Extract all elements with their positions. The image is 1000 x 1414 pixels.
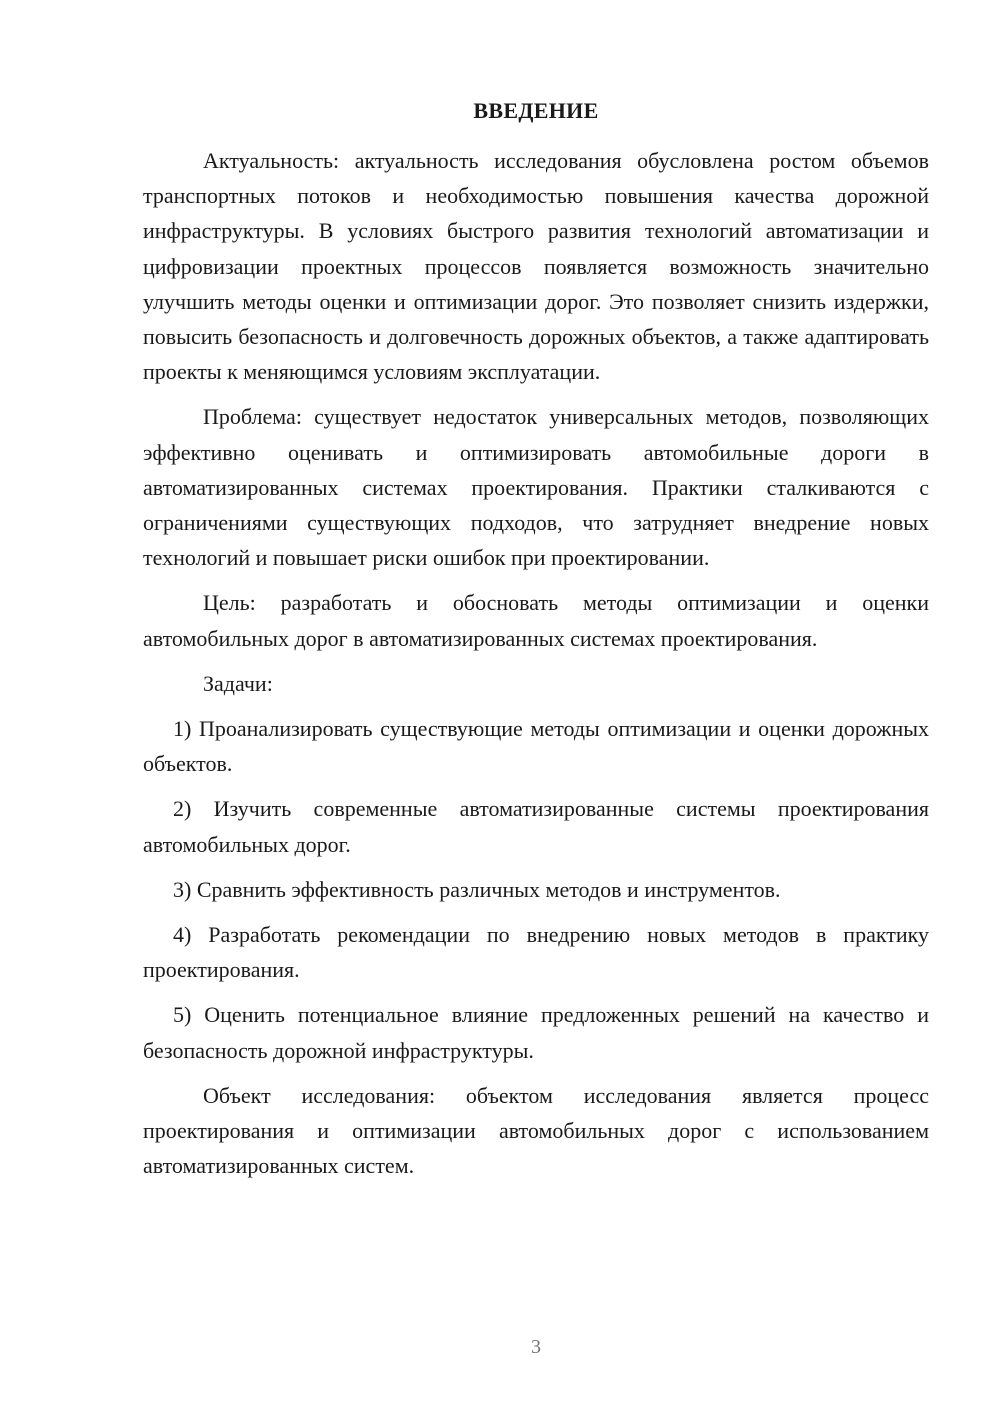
tasks-label: Задачи: <box>203 670 273 696</box>
task-item-3: 3) Сравнить эффективность различных методов и инструментов. <box>173 876 781 902</box>
paragraph-goal: Цель: разработать и обосновать методы оптимизации и оценки автомобильных дорог в автоматизированных системах проектирования. <box>143 590 929 651</box>
page-number: 3 <box>531 1336 541 1358</box>
task-item-4: 4) Разработать рекомендации по внедрению новых методов в практику проектирования. <box>143 922 929 983</box>
paragraph-problem: Проблема: существует недостаток универсальных методов, позволяющих эффективно оценивать и оптимизировать автомобильные дороги в автоматизированных системах проектирования. Практики сталкиваются с ограничениями существующих подходов, что затрудняет внедрение новых технологий и повышает риски ошибок при проектировании. <box>143 404 929 571</box>
paragraph-relevance: Актуальность: актуальность исследования обусловлена ростом объемов транспортных потоков и необходимостью повышения качества дорожной инфраструктуры. В условиях быстрого развития технологий автоматизации и цифровизации проектных процессов появляется возможность значительно улучшить методы оценки и оптимизации дорог. Это позволяет снизить издержки, повысить безопасность и долговечность дорожных объектов, а также адаптировать проекты к меняющимся условиям эксплуатации. <box>143 148 929 385</box>
task-item-1: 1) Проанализировать существующие методы оптимизации и оценки дорожных объектов. <box>143 716 929 777</box>
paragraph-object: Объект исследования: объектом исследования является процесс проектирования и оптимизации автомобильных дорог с использованием автоматизированных систем. <box>143 1082 929 1179</box>
document-body <box>143 143 929 1183</box>
task-item-5: 5) Оценить потенциальное влияние предложенных решений на качество и безопасность дорожной инфраструктуры. <box>143 1002 929 1063</box>
task-item-2: 2) Изучить современные автоматизированные системы проектирования автомобильных дорог. <box>143 796 929 857</box>
page-title: ВВЕДЕНИЕ <box>473 98 599 123</box>
